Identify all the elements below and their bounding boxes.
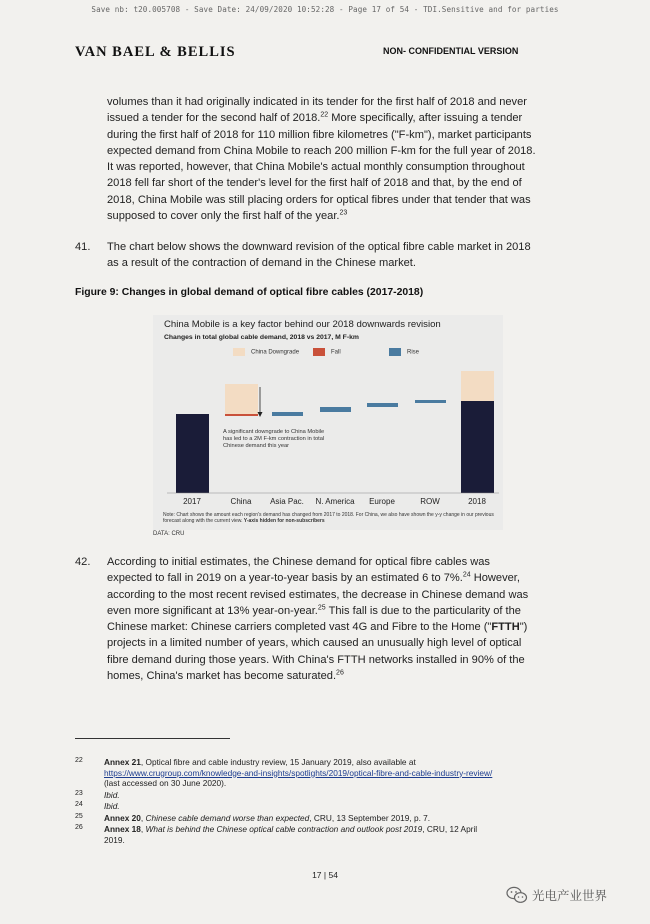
chart-note: Note: Chart shows the amount each region's demand has changed from 2017 to 2018. For China, we also have shown the y-y change in our previous forecast along with the current view. Y-axis hidden for non-subscribers <box>163 512 494 525</box>
x-tick-asia-pac: Asia Pac. <box>270 497 304 506</box>
x-tick-china: China <box>230 497 252 506</box>
wechat-watermark <box>506 886 607 904</box>
bar-2017 <box>176 414 209 493</box>
footnote-24: Ibid. <box>104 801 120 811</box>
footnote-ref-23[interactable]: 23 <box>339 209 348 217</box>
x-tick-row: ROW <box>420 497 440 506</box>
figure-caption: Figure 9: Changes in global demand of optical fibre cables (2017-2018) <box>75 287 424 298</box>
firm-name: VAN BAEL & BELLIS <box>75 44 236 60</box>
legend-china-downgrade: China Downgrade <box>233 348 299 356</box>
legend-rise: Rise <box>389 348 419 356</box>
footnote-separator <box>75 738 230 739</box>
chart-plot <box>153 315 503 530</box>
wechat-icon <box>506 886 528 904</box>
paragraph-number-41: 41. <box>75 241 91 253</box>
paragraph-number-42: 42. <box>75 556 91 568</box>
x-tick-n-america: N. America <box>315 497 355 506</box>
footnote-ref-26[interactable]: 26 <box>336 669 344 677</box>
confidentiality-label: NON- CONFIDENTIAL VERSION <box>383 46 519 56</box>
footnote-23: Ibid. <box>104 790 120 800</box>
downgrade-arrowhead <box>258 412 263 417</box>
bar-china-fall <box>225 414 258 416</box>
legend-fall: Fall <box>313 348 341 356</box>
chart-title: China Mobile is a key factor behind our 2018 downwards revision <box>164 319 441 330</box>
bar-2018 <box>461 401 494 493</box>
footnote-ref-25[interactable]: 25 <box>317 604 326 612</box>
footnote-ref-22[interactable]: 22 <box>320 111 329 119</box>
bar-row <box>415 400 446 403</box>
footnote-26: Annex 18, What is behind the Chinese optical cable contraction and outlook post 2019, CRU, 12 April 2019. <box>104 824 478 845</box>
chart-annotation: A significant downgrade to China Mobile has led to a 2M F-km contraction in total Chinese demand this year <box>223 429 325 450</box>
footnote-number-25: 25 <box>75 813 83 820</box>
x-tick-2017: 2017 <box>183 497 201 506</box>
footnote-number-22: 22 <box>75 757 83 764</box>
x-tick-2018: 2018 <box>468 497 486 506</box>
bar-n-america <box>320 407 351 412</box>
bar-asia-pac <box>272 412 303 416</box>
paragraph-42: According to initial estimates, the Chinese demand for optical fibre cables was expected to fall in 2019 on a year-to-year basis by an estimated 6 to 7%.$^{24}$ However, according to the most recent revised estimates, the decrease in Chinese demand was even more significant at 13% year-on-year.$^{25}$ This fall is due to the particularity of the Chinese market: Chinese carriers completed vast 4G and Fibre to the Home ("FTTH") projects in a limited number of years, which caused an unusually high level of optical fibre demand during those years. With China's FTTH networks installed in 90% of the homes, China's market has become saturated.$^{26}$ <box>107 556 529 683</box>
wechat-account-name: 光电产业世界 <box>532 888 608 903</box>
footnote-25: Annex 20, Chinese cable demand worse than expected, CRU, 13 September 2019, p. 7. <box>104 813 431 823</box>
bar-europe <box>367 403 398 407</box>
page-number: 17 | 54 <box>312 870 338 880</box>
paragraph-41: The chart below shows the downward revision of the optical fibre cable market in 2018 as a result of the contraction of demand in the Chinese market. <box>107 241 531 270</box>
chart-subtitle: Changes in total global cable demand, 2018 vs 2017, M F-km <box>164 334 359 341</box>
x-tick-europe: Europe <box>369 497 395 506</box>
footnote-22-link[interactable]: https://www.crugroup.com/knowledge-and-insights/spotlights/2019/optical-fibre-and-cable-industry-review/ <box>104 767 493 778</box>
footnote-number-26: 26 <box>75 824 83 831</box>
footnote-ref-24[interactable]: 24 <box>462 571 471 579</box>
document-stamp: Save nb: t20.005708 - Save Date: 24/09/2020 10:52:28 - Page 17 of 54 - TDI.Sensitive and for parties <box>91 5 559 14</box>
bar-2018-downgrade <box>461 371 494 401</box>
footnote-number-23: 23 <box>75 790 83 797</box>
footnote-number-24: 24 <box>75 801 83 808</box>
paragraph-continuation: volumes than it had originally indicated in its tender for the first half of 2018 and never issued a tender for the second half of 2018.22 More specifically, after issuing a tender during the first half of 2018 for 110 million fibre kilometres ("F-km"), market participants expected demand from China Mobile to reach 200 million F-km for the full year of 2018. It was reported, however, that China Mobile's actual monthly consumption throughout 2018 fell far short of the tender's level for the first half of 2018 and that, by the end of 2018, China Mobile was still placing orders for optical fibres under that tender that was supposed to cover only the first half of the year.$^{23}$ <box>107 96 536 223</box>
bar-china-downgrade <box>225 384 258 414</box>
chart <box>153 315 503 530</box>
footnote-22: Annex 21, Optical fibre and cable industry review, 15 January 2019, also available at https://www.crugroup.com/knowledge-and-insights/spotlights/2019/optical-fibre-and-cable-industry-review/ (last accessed on 30 June 2020). <box>104 757 493 788</box>
chart-source: DATA: CRU <box>153 531 185 537</box>
